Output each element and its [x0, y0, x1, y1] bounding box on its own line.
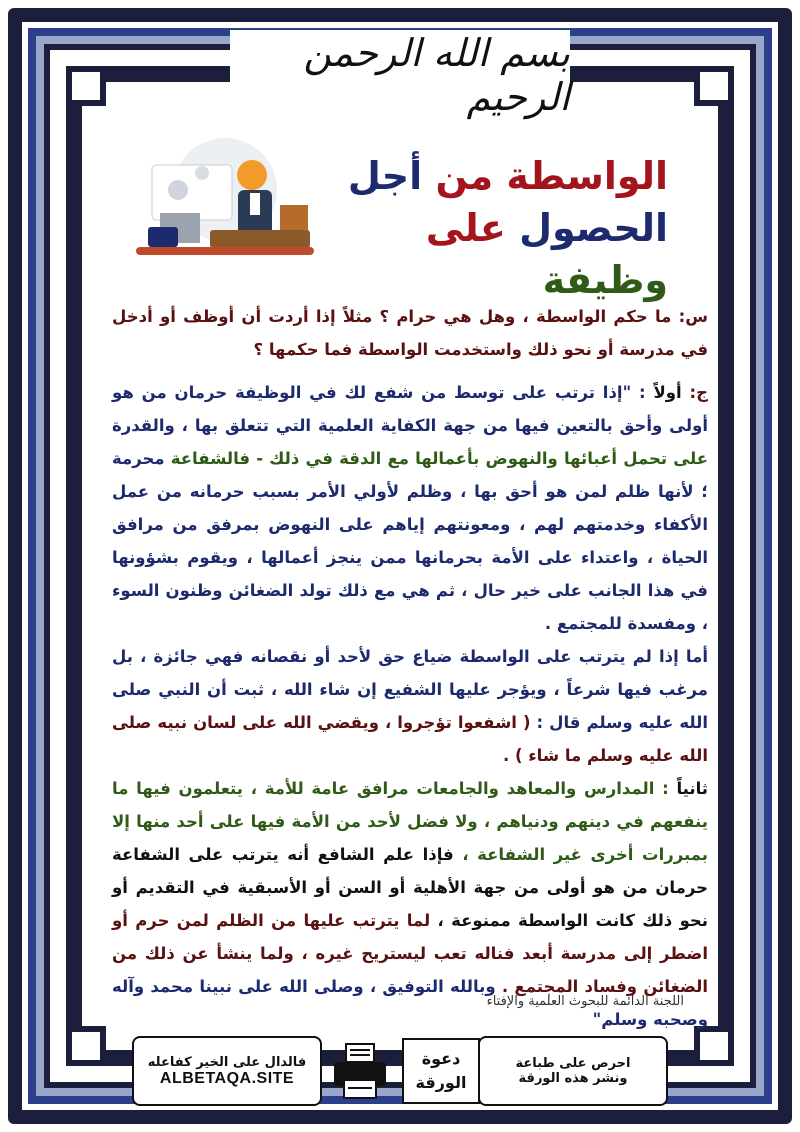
first-label: أولاً: [653, 383, 682, 402]
answer-text: أما إذا لم يترتب على الواسطة ضياع حق لأحد أو نقصانه فهي جائزة ، بل مرغب فيها شرعاً ، ويؤجر عليها الشفيع إن شاء الله ، ثبت أن النبي صلى الله عليه وسلم قال :: [112, 647, 708, 732]
office-worker-illustration: [130, 135, 320, 270]
print-appeal: احرص على طباعة: [515, 1056, 631, 1071]
frame-corner: [66, 1026, 106, 1066]
answer-text: : "إذا ترتب على توسط من شفع لك في الوظيفة حرمان من هو أولى وأحق بالتعين فيها من جهة الكفاية العلمية التي تتعلق بها ، والقدرة: [112, 383, 708, 435]
article-body: [112, 300, 708, 1036]
answer-prefix: ج:: [689, 383, 708, 402]
answer-text: على تحمل أعبائها والنهوض بأعمالها مع الدقة في ذلك - فالشفاعة: [170, 449, 708, 468]
printer-icon: [332, 1042, 388, 1100]
footer-motto: فالدال على الخير كفاعله: [147, 1054, 307, 1070]
title-word: من: [435, 154, 494, 198]
hadith-quote: ( اشفعوا تؤجروا ، ويقضي الله على لسان نبيه صلى الله عليه وسلم ما شاء ) .: [112, 713, 708, 765]
footer-bar: [132, 1036, 668, 1106]
question-text: س: ما حكم الواسطة ، وهل هي حرام ؟ مثلاً إذا أردت أن أوظف أو أدخل في مدرسة أو نحو ذلك واستخدمت الواسطة فما حكمها ؟: [112, 307, 708, 359]
frame-corner: [66, 66, 106, 106]
site-link[interactable]: ALBETAQA.SITE: [159, 1069, 295, 1087]
logo-text: دعوة: [421, 1049, 461, 1068]
answer-text: فإذا علم الشافع أنه يترتب على الشفاعة حرمان من هو أولى من جهة الأهلية أو السن أو الأسبقية في التقديم أو نحو ذلك كانت الواسطة ممنوعة ،: [112, 845, 709, 930]
answer-text: لما يترتب عليها من الظلم لمن حرم أو اضطر إلى مدرسة أبعد فناله تعب ليستريح غيره ، ولما ينشأ عن ذلك من الضغائن وفساد المجتمع .: [112, 911, 708, 996]
dawah-paper-logo: [402, 1038, 480, 1104]
second-label: ثانياً: [676, 779, 708, 798]
answer-text: محرمة ؛ لأنها ظلم لمن هو أحق بها ، وظلم لأولي الأمر بسبب حرمانه من عمل الأكفاء وخدمتهم لهم ، ومعونتهم إياهم على النهوض بمرفق من مرافق الحياة ، واعتداء على الأمة بحرمانها ممن ينجز أعمالها ، ويقوم بشؤونها في هذا الجانب على خير حال ، ثم هي مع ذلك تولد الضغائن وظنون السوء ، ومفسدة للمجتمع .: [112, 449, 708, 633]
answer-text: وبالله التوفيق ، وصلى الله على نبينا محمد وآله وصحبه وسلم": [112, 977, 708, 1029]
answer-paragraph-2: [112, 640, 708, 772]
basmala-text: بسم الله الرحمن الرحيم: [303, 31, 570, 119]
title-word: أجل: [347, 154, 423, 198]
title-word: الواسطة: [506, 154, 668, 198]
page-title: [338, 150, 668, 306]
title-word: الحصول: [519, 206, 668, 250]
logo-text: الورقة: [415, 1073, 467, 1092]
title-word: وظيفة: [542, 258, 668, 302]
basmala-header: [230, 30, 570, 120]
answer-text: : المدارس والمعاهد والجامعات مرافق عامة للأمة ، يتعلمون فيها ما ينفعهم في دينهم ودنياهم ، ولا فضل لأحد من الأمة فيها على أحد منها إلا بمبررات أخرى غير الشفاعة ،: [112, 779, 709, 864]
title-word: على: [425, 206, 506, 250]
footer-site-box: [132, 1036, 322, 1106]
print-appeal: ونشر هذه الورقة: [518, 1071, 628, 1086]
frame-corner: [694, 66, 734, 106]
footer-print-box: [478, 1036, 668, 1106]
answer-paragraph-1: [112, 376, 708, 640]
source-signature: اللجنة الدائمة للبحوث العلمية والإفتاء: [486, 994, 684, 1009]
